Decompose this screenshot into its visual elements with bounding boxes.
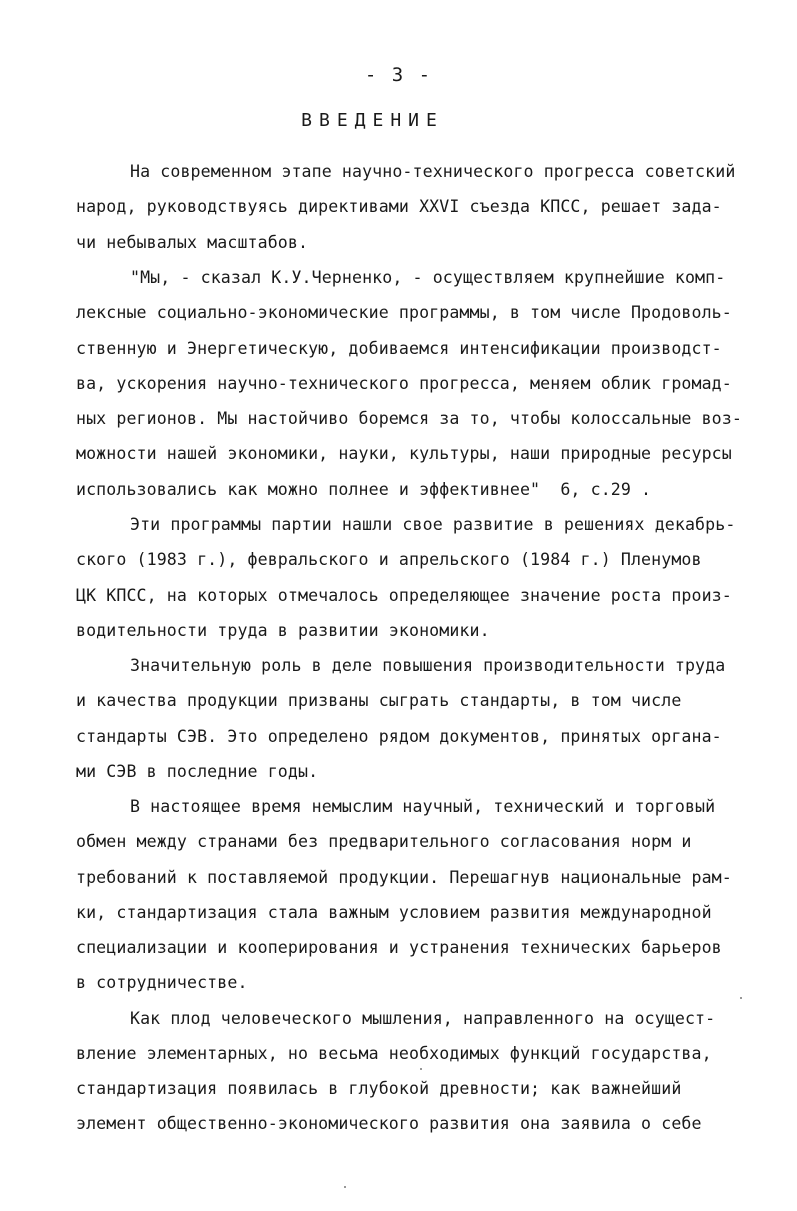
text-line: использовались как можно полнее и эффективнее" 6, с.29 . [76, 480, 652, 499]
text-line: ского (1983 г.), февральского и апрельского (1984 г.) Пленумов [76, 550, 702, 569]
text-line: стандартизация появилась в глубокой древности; как важнейший [76, 1079, 682, 1098]
text-line: Как плод человеческого мышления, направленного на осущест- [130, 1009, 716, 1028]
scan-speck [740, 997, 742, 999]
text-line: чи небывалых масштабов. [76, 233, 309, 252]
text-line: лексные социально-экономические программы, в том числе Продоволь- [76, 303, 732, 322]
text-line: "Мы, - сказал К.У.Черненко, - осуществляем крупнейшие комп- [130, 268, 726, 287]
section-title: ВВЕДЕНИЕ [301, 110, 444, 131]
scan-speck [344, 1186, 346, 1188]
text-line: ственную и Энергетическую, добиваемся интенсификации производст- [76, 339, 722, 358]
text-line: водительности труда в развитии экономики. [76, 621, 490, 640]
text-line: ва, ускорения научно-технического прогресса, меняем облик громад- [76, 374, 732, 393]
text-line: требований к поставляемой продукции. Перешагнув национальные рам- [76, 868, 732, 887]
text-line: ЦК КПСС, на которых отмечалось определяющее значение роста произ- [76, 586, 732, 605]
text-line: обмен между странами без предварительного согласования норм и [76, 832, 692, 851]
text-line: стандарты СЭВ. Это определено рядом документов, принятых органа- [76, 727, 722, 746]
text-line: Значительную роль в деле повышения производительности труда [130, 656, 726, 675]
text-line: вление элементарных, но весьма необходимых функций государства, [76, 1044, 712, 1063]
text-line: в сотрудничестве. [76, 973, 248, 992]
text-line: В настоящее время немыслим научный, технический и торговый [130, 797, 716, 816]
text-line: На современном этапе научно-технического прогресса советский [130, 162, 736, 181]
text-line: народ, руководствуясь директивами XXVI съезда КПСС, решает зада- [76, 197, 722, 216]
scan-speck [420, 1068, 422, 1070]
page-number: - 3 - [364, 64, 433, 86]
text-line: ми СЭВ в последние годы. [76, 762, 319, 781]
text-line: можности нашей экономики, науки, культуры, наши природные ресурсы [76, 444, 732, 463]
text-line: ных регионов. Мы настойчиво боремся за то, чтобы колоссальные воз- [76, 409, 742, 428]
text-line: и качества продукции призваны сыграть стандарты, в том числе [76, 691, 682, 710]
text-line: элемент общественно-экономического развития она заявила о себе [76, 1114, 702, 1133]
text-line: Эти программы партии нашли свое развитие в решениях декабрь- [130, 515, 736, 534]
text-line: специализации и кооперирования и устранения технических барьеров [76, 938, 722, 957]
text-line: ки, стандартизация стала важным условием развития международной [76, 903, 712, 922]
